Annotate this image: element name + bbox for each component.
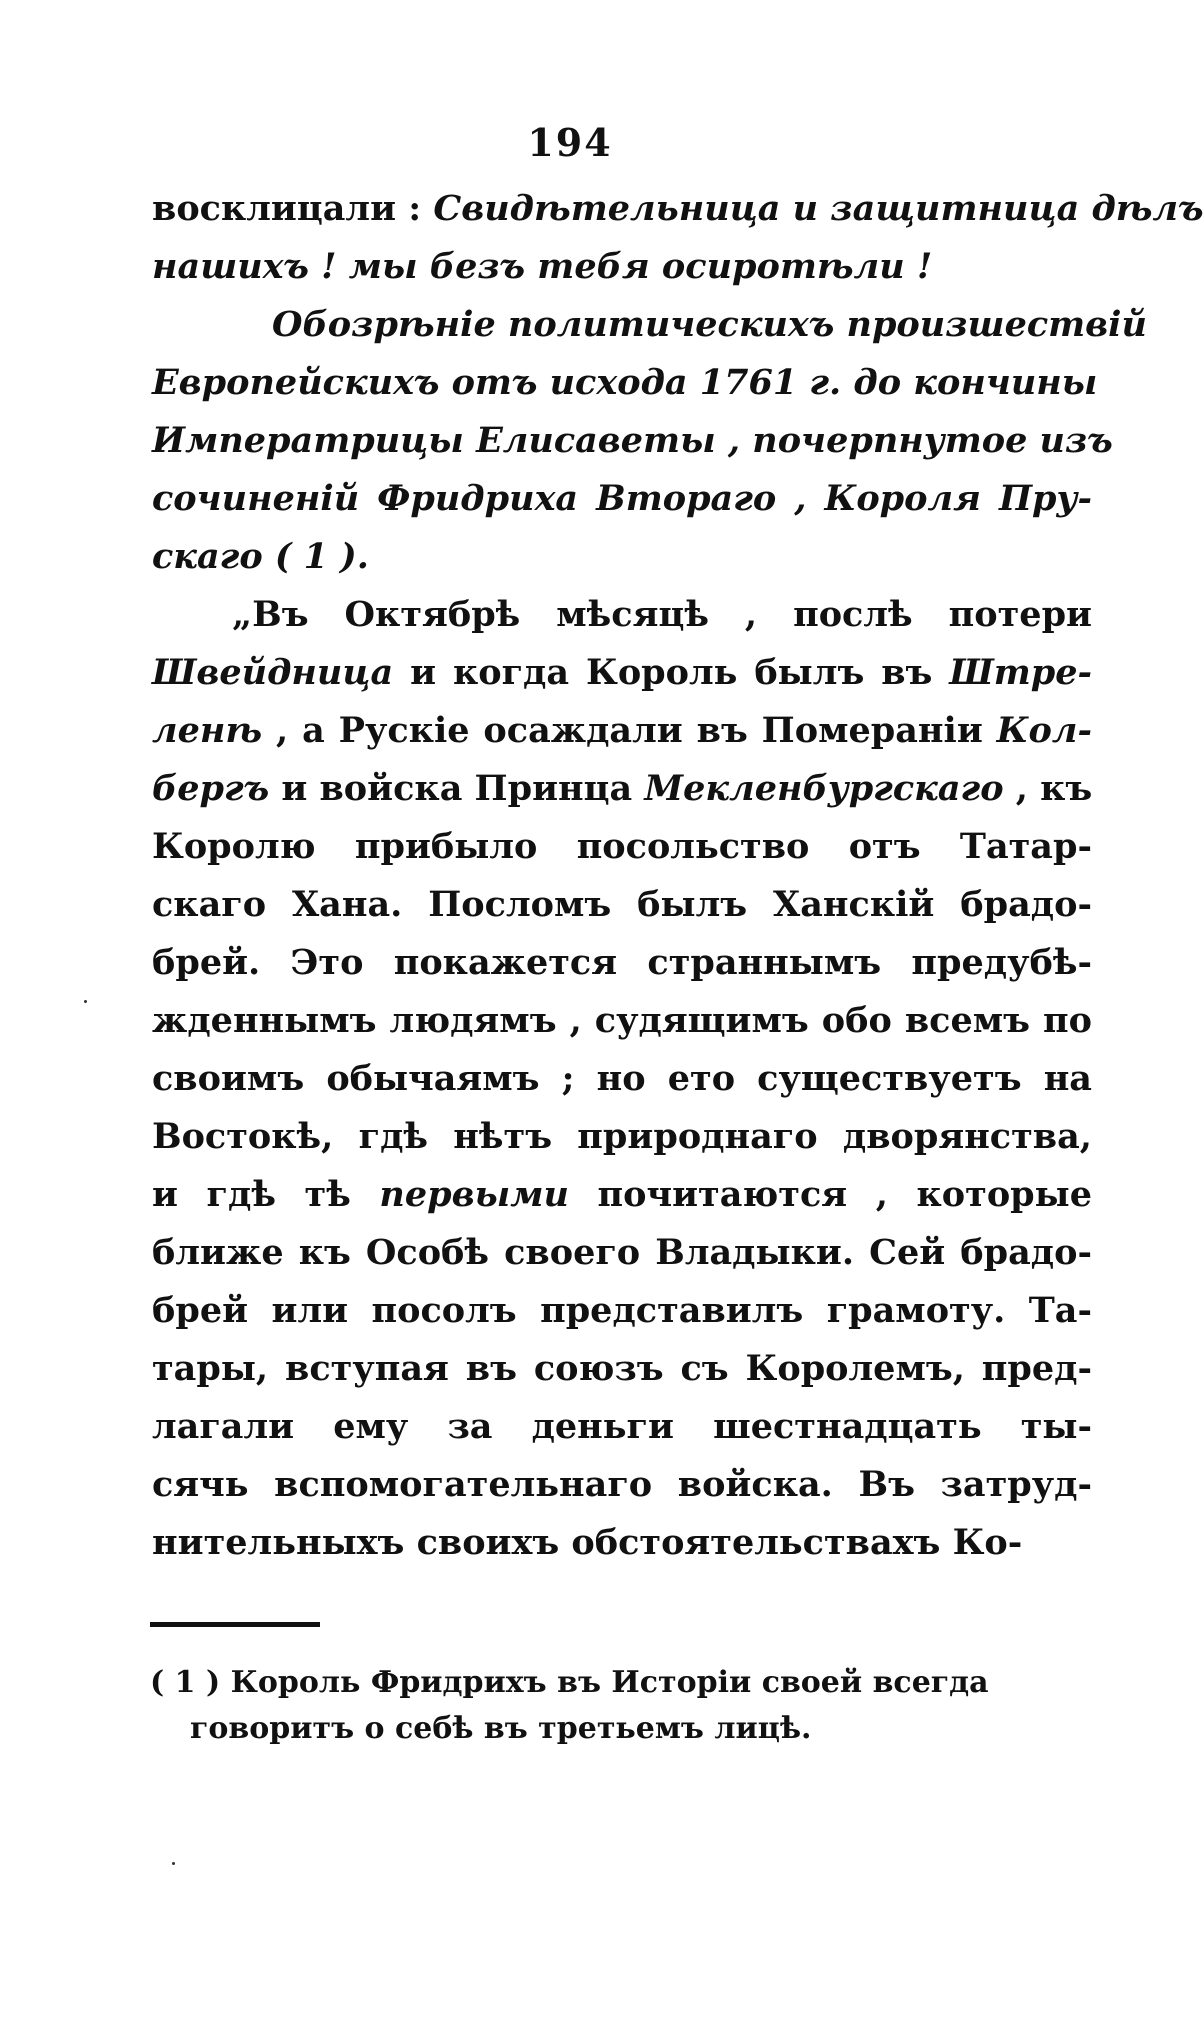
text-line — [152, 992, 1092, 1050]
body-text: , къ — [1003, 768, 1093, 809]
text-line — [152, 876, 1092, 934]
text-line — [152, 1050, 1092, 1108]
text-line — [152, 702, 1092, 760]
text-line — [152, 354, 1098, 412]
page-number: 194 — [527, 120, 613, 165]
text-line — [152, 296, 1147, 354]
main-text — [152, 180, 1204, 1572]
body-text: „Въ Октябрѣ мѣсяцѣ , послѣ потери — [232, 594, 1092, 635]
paragraph-heading — [152, 296, 1147, 586]
body-text: и войска Принца — [269, 768, 645, 809]
text-line — [152, 470, 1092, 528]
body-text: брей или посолъ представилъ грамоту. Та- — [152, 1290, 1092, 1331]
body-text: ближе къ Особѣ своего Владыки. Сей брадо- — [152, 1232, 1092, 1273]
text-line — [152, 934, 1092, 992]
italic-text: Штре- — [949, 652, 1092, 693]
paragraph-quote — [152, 586, 1092, 1572]
italic-text: бергъ — [152, 768, 270, 809]
text-line — [152, 1166, 1092, 1224]
paragraph-exclamation — [152, 180, 1204, 296]
text-line — [152, 644, 1092, 702]
text-line — [152, 1340, 1092, 1398]
text-line — [152, 1282, 1092, 1340]
text-line — [152, 586, 1092, 644]
body-text: жденнымъ людямъ , судящимъ обо всемъ по — [152, 1000, 1092, 1041]
text-line — [152, 760, 1092, 818]
text-line — [152, 1398, 1092, 1456]
italic-text: первыми — [379, 1174, 569, 1215]
text-line — [152, 412, 1113, 470]
italic-text: нашихъ ! мы безъ тебя осиротѣли ! — [152, 246, 933, 287]
text-line — [152, 818, 1092, 876]
italic-text: ленѣ — [152, 710, 263, 751]
footnote — [150, 1660, 1095, 1752]
body-text: , а Рускіе осаждали въ Помераніи — [262, 710, 997, 751]
body-text: восклицали : — [152, 188, 434, 229]
body-text: Королю прибыло посольство отъ Татар- — [152, 826, 1092, 867]
body-text: нительныхъ своихъ обстоятельствахъ Ко- — [152, 1522, 1023, 1563]
text-line — [152, 238, 1092, 296]
body-text: сячь вспомогательнаго войска. Въ затруд- — [152, 1464, 1092, 1505]
footnote-rule — [150, 1622, 320, 1627]
italic-text: Мекленбургскаго — [644, 768, 1004, 809]
footnote-line: говоритъ о себѣ въ третьемъ лицѣ. — [190, 1711, 812, 1746]
italic-text: Обозрѣніе политическихъ произшествій — [272, 304, 1147, 345]
body-text: Востокѣ, гдѣ нѣтъ природнаго дворянства, — [152, 1116, 1092, 1157]
italic-text: Европейскихъ отъ исхода 1761 г. до кончины — [152, 362, 1098, 403]
footnote-line — [150, 1660, 1095, 1706]
text-line — [152, 1456, 1092, 1514]
italic-text: Кол- — [996, 710, 1092, 751]
text-line — [152, 1514, 1092, 1572]
body-text: лагали ему за деньги шестнадцать ты- — [152, 1406, 1092, 1447]
italic-text: скаго ( 1 ). — [152, 536, 369, 577]
italic-text: Швейдница — [152, 652, 394, 693]
body-text: и гдѣ тѣ — [152, 1174, 380, 1215]
text-line — [152, 1224, 1092, 1282]
print-speck — [172, 1862, 175, 1865]
text-line — [152, 528, 1092, 586]
text-line — [152, 180, 1204, 238]
body-text: своимъ обычаямъ ; но ето существуетъ на — [152, 1058, 1092, 1099]
italic-text: сочиненій Фридриха Втораго , Короля Пру- — [152, 478, 1092, 519]
footnote-text-1: Король Фридрихъ въ Исторіи своей всегда — [230, 1665, 989, 1700]
body-text: скаго Хана. Посломъ былъ Ханскій брадо- — [152, 884, 1092, 925]
print-speck — [84, 1000, 87, 1003]
body-text: почитаются , которые — [568, 1174, 1092, 1215]
italic-text: Свидѣтельница и защитница дѣлъ — [433, 188, 1204, 229]
body-text: тары, вступая въ союзъ съ Королемъ, пред- — [152, 1348, 1092, 1389]
italic-text: Императрицы Елисаветы , почерпнутое изъ — [152, 420, 1113, 461]
body-text: и когда Король былъ въ — [393, 652, 950, 693]
body-text: брей. Это покажется страннымъ предубѣ- — [152, 942, 1092, 983]
footnote-marker: ( 1 ) — [150, 1665, 221, 1700]
text-line — [152, 1108, 1092, 1166]
